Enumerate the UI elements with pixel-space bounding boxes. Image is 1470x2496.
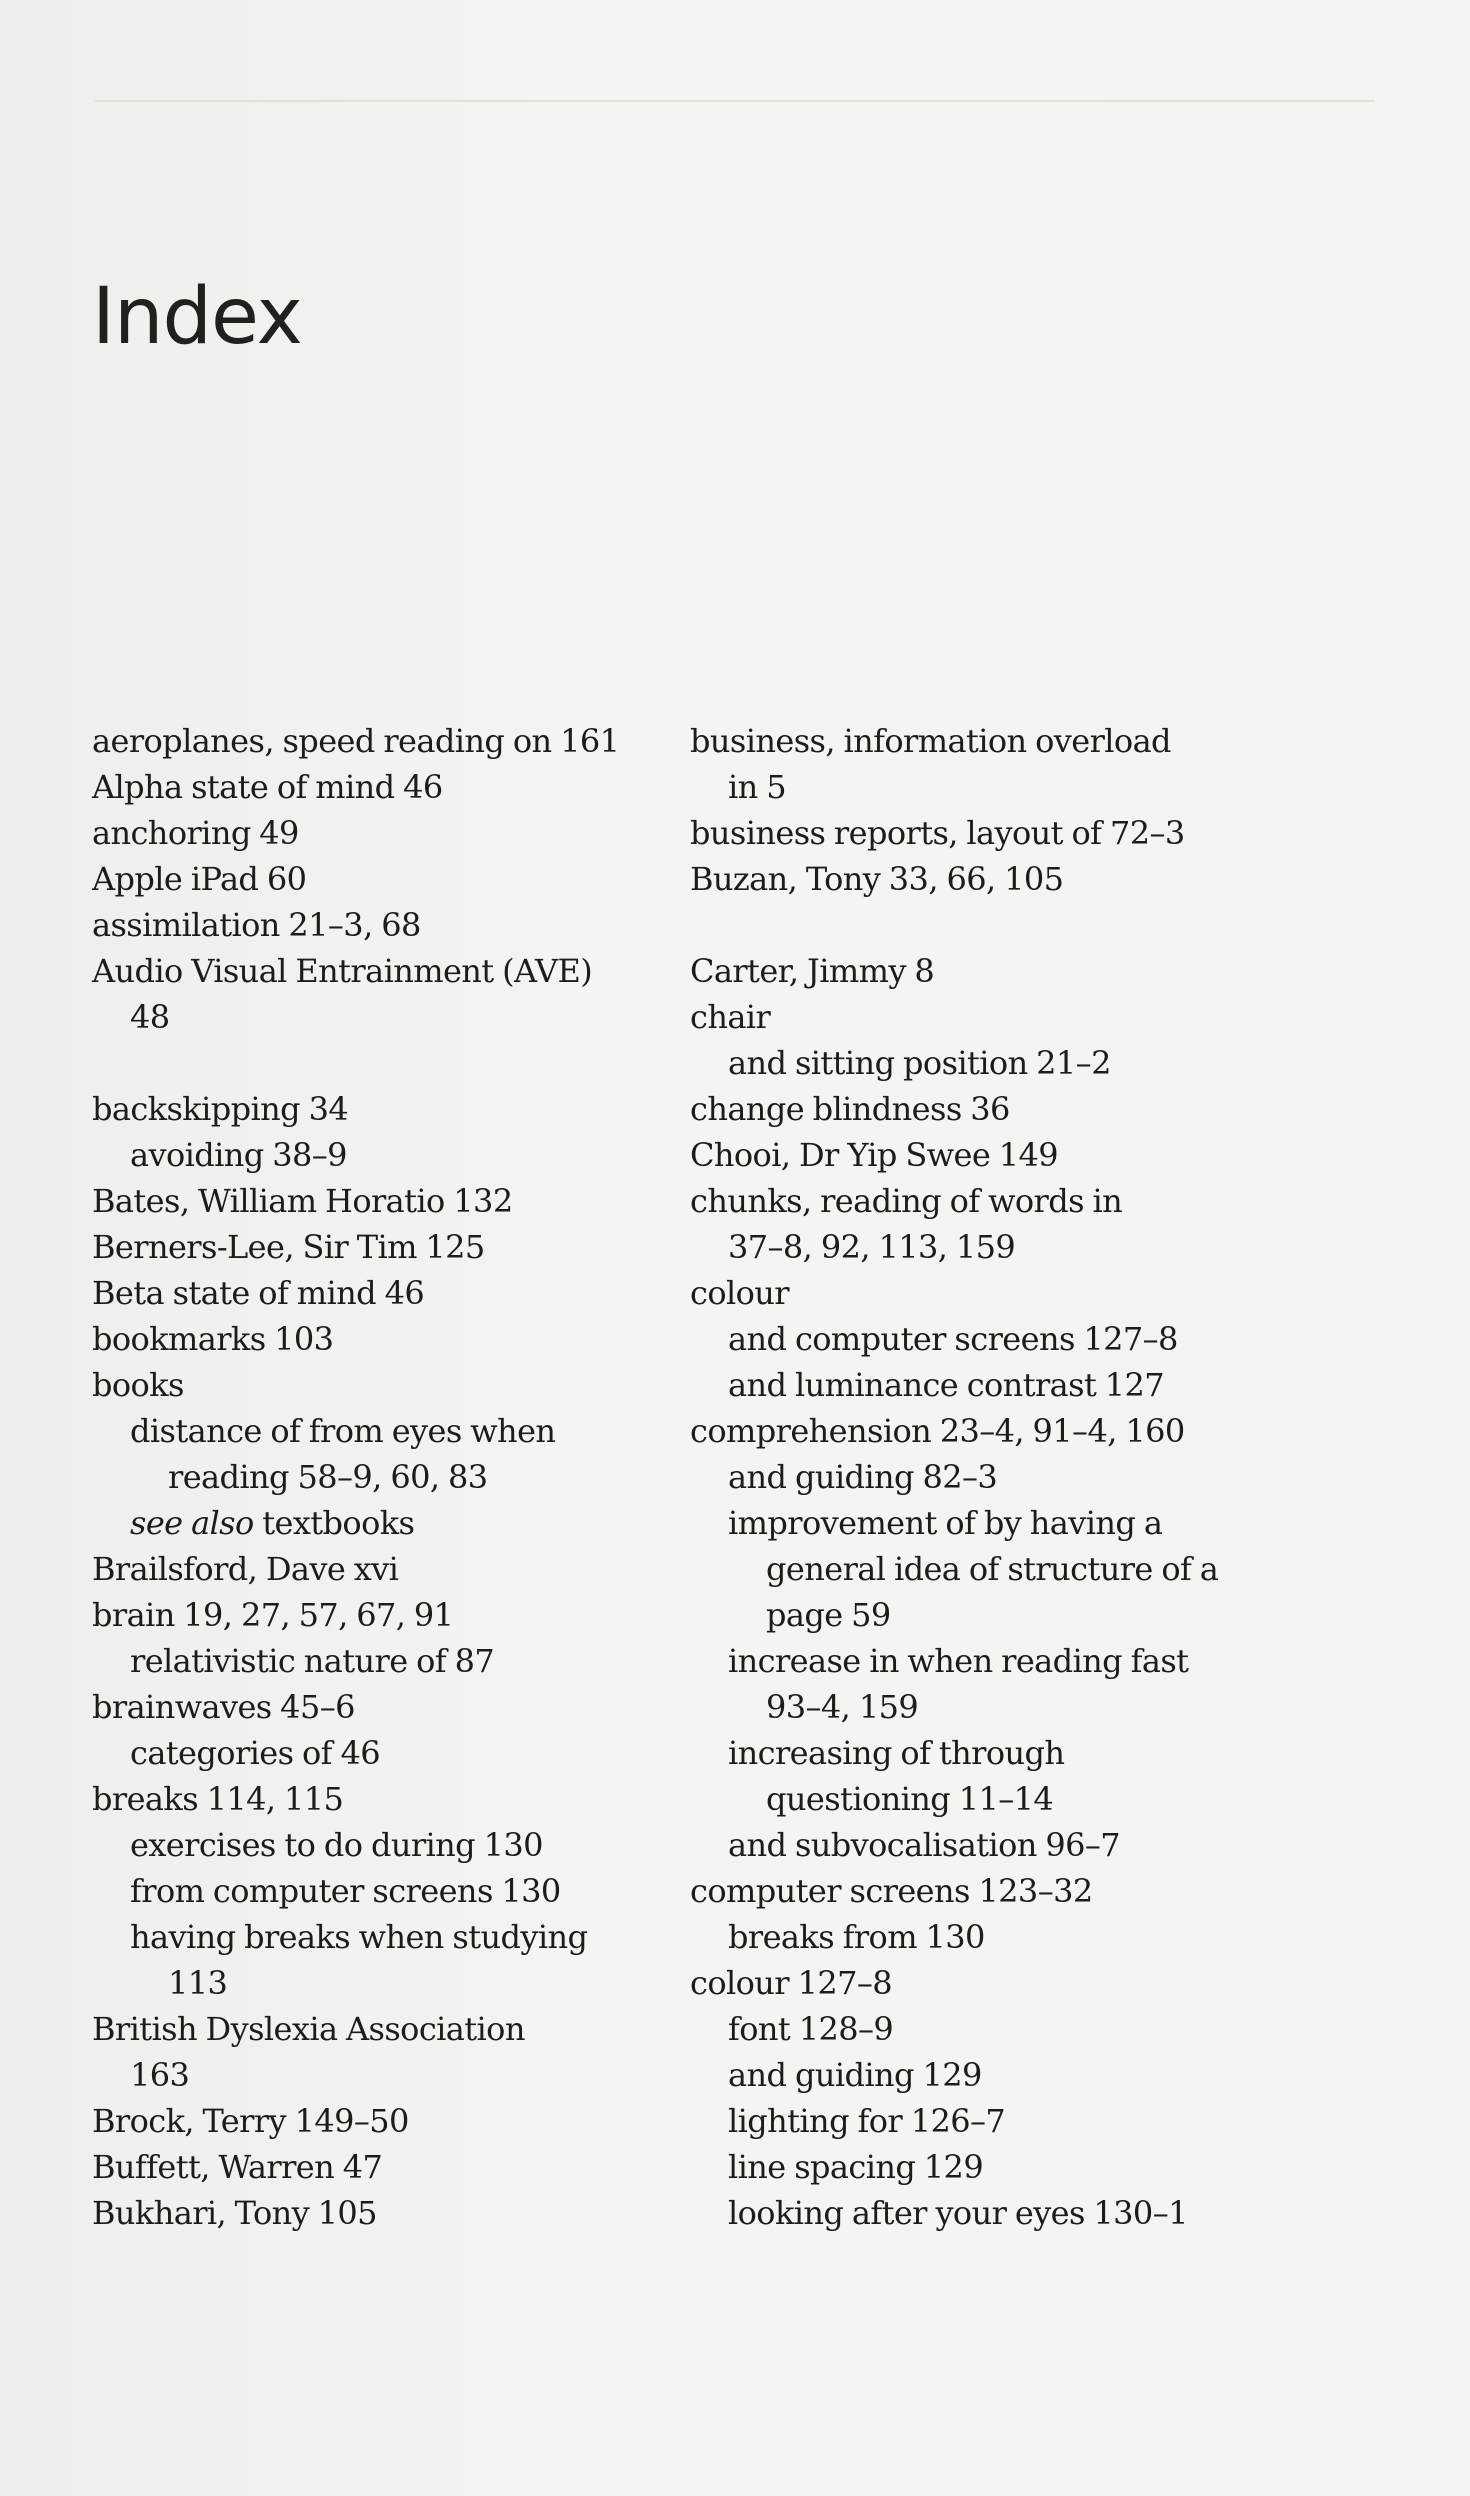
index-entry: computer screens 123–32 [690, 1872, 1093, 1910]
index-subentry: distance of from eyes when [130, 1412, 556, 1450]
index-subentry: questioning 11–14 [766, 1780, 1054, 1818]
index-subentry: font 128–9 [728, 2010, 894, 2048]
index-subentry: avoiding 38–9 [130, 1136, 347, 1174]
index-entry: brain 19, 27, 57, 67, 91 [92, 1596, 454, 1634]
index-subentry: having breaks when studying [130, 1918, 588, 1956]
index-subentry: categories of 46 [130, 1734, 381, 1772]
index-subentry: looking after your eyes 130–1 [728, 2194, 1188, 2232]
index-subentry: and sitting position 21–2 [728, 1044, 1111, 1082]
index-entry: colour 127–8 [690, 1964, 893, 2002]
index-entry: Berners-Lee, Sir Tim 125 [92, 1228, 485, 1266]
index-entry: Bukhari, Tony 105 [92, 2194, 377, 2232]
index-entry: aeroplanes, speed reading on 161 [92, 722, 620, 760]
index-entry: books [92, 1366, 184, 1404]
index-entry: Buzan, Tony 33, 66, 105 [690, 860, 1064, 898]
index-subentry: 93–4, 159 [766, 1688, 919, 1726]
index-subentry: general idea of structure of a [766, 1550, 1219, 1588]
index-subentry: and subvocalisation 96–7 [728, 1826, 1120, 1864]
index-subentry: increase in when reading fast [728, 1642, 1189, 1680]
index-subentry: and guiding 82–3 [728, 1458, 998, 1496]
header-rule [95, 100, 1375, 102]
index-subentry: reading 58–9, 60, 83 [168, 1458, 488, 1496]
index-column-left [92, 718, 692, 2236]
index-subentry: lighting for 126–7 [728, 2102, 1006, 2140]
index-entry: Apple iPad 60 [92, 860, 307, 898]
index-entry: Carter, Jimmy 8 [690, 952, 935, 990]
index-subentry: and guiding 129 [728, 2056, 982, 2094]
index-entry: Bates, William Horatio 132 [92, 1182, 513, 1220]
index-subentry: 37–8, 92, 113, 159 [728, 1228, 1016, 1266]
index-subentry: and luminance contrast 127 [728, 1366, 1165, 1404]
page-title: Index [92, 272, 302, 362]
cross-reference-target: textbooks [253, 1504, 415, 1542]
index-letter-gap [92, 1040, 692, 1086]
index-entry: comprehension 23–4, 91–4, 160 [690, 1412, 1185, 1450]
index-entry: Audio Visual Entrainment (AVE) [92, 952, 593, 990]
index-entry: business reports, layout of 72–3 [690, 814, 1185, 852]
index-entry: assimilation 21–3, 68 [92, 906, 421, 944]
index-entry: bookmarks 103 [92, 1320, 334, 1358]
index-column-right [690, 718, 1290, 2236]
index-entry: business, information overload [690, 722, 1171, 760]
index-subentry: relativistic nature of 87 [130, 1642, 495, 1680]
index-subentry: and computer screens 127–8 [728, 1320, 1178, 1358]
index-entry: backskipping 34 [92, 1090, 349, 1128]
index-entry: Beta state of mind 46 [92, 1274, 425, 1312]
index-subentry: from computer screens 130 [130, 1872, 561, 1910]
index-subentry: line spacing 129 [728, 2148, 984, 2186]
index-entry: breaks 114, 115 [92, 1780, 344, 1818]
index-entry: chunks, reading of words in [690, 1182, 1123, 1220]
index-entry: Brailsford, Dave xvi [92, 1550, 399, 1588]
index-subentry: improvement of by having a [728, 1504, 1163, 1542]
index-entry: Buffett, Warren 47 [92, 2148, 383, 2186]
index-subentry: 163 [130, 2056, 190, 2094]
index-subentry: exercises to do during 130 [130, 1826, 543, 1864]
index-subentry: breaks from 130 [728, 1918, 985, 1956]
index-entry: Brock, Terry 149–50 [92, 2102, 409, 2140]
index-entry: British Dyslexia Association [92, 2010, 525, 2048]
index-entry: change blindness 36 [690, 1090, 1010, 1128]
index-subentry: page 59 [766, 1596, 891, 1634]
index-entry: Chooi, Dr Yip Swee 149 [690, 1136, 1059, 1174]
index-subentry: in 5 [728, 768, 786, 806]
index-subentry: 48 [130, 998, 170, 1036]
index-subentry: 113 [168, 1964, 228, 2002]
index-entry: anchoring 49 [92, 814, 299, 852]
index-entry: Alpha state of mind 46 [92, 768, 443, 806]
index-subentry [92, 1500, 692, 1546]
index-entry: chair [690, 998, 771, 1036]
index-letter-gap [690, 902, 1290, 948]
index-subentry: increasing of through [728, 1734, 1065, 1772]
index-entry: brainwaves 45–6 [92, 1688, 355, 1726]
cross-reference-label: see also [130, 1504, 254, 1542]
index-entry: colour [690, 1274, 789, 1312]
